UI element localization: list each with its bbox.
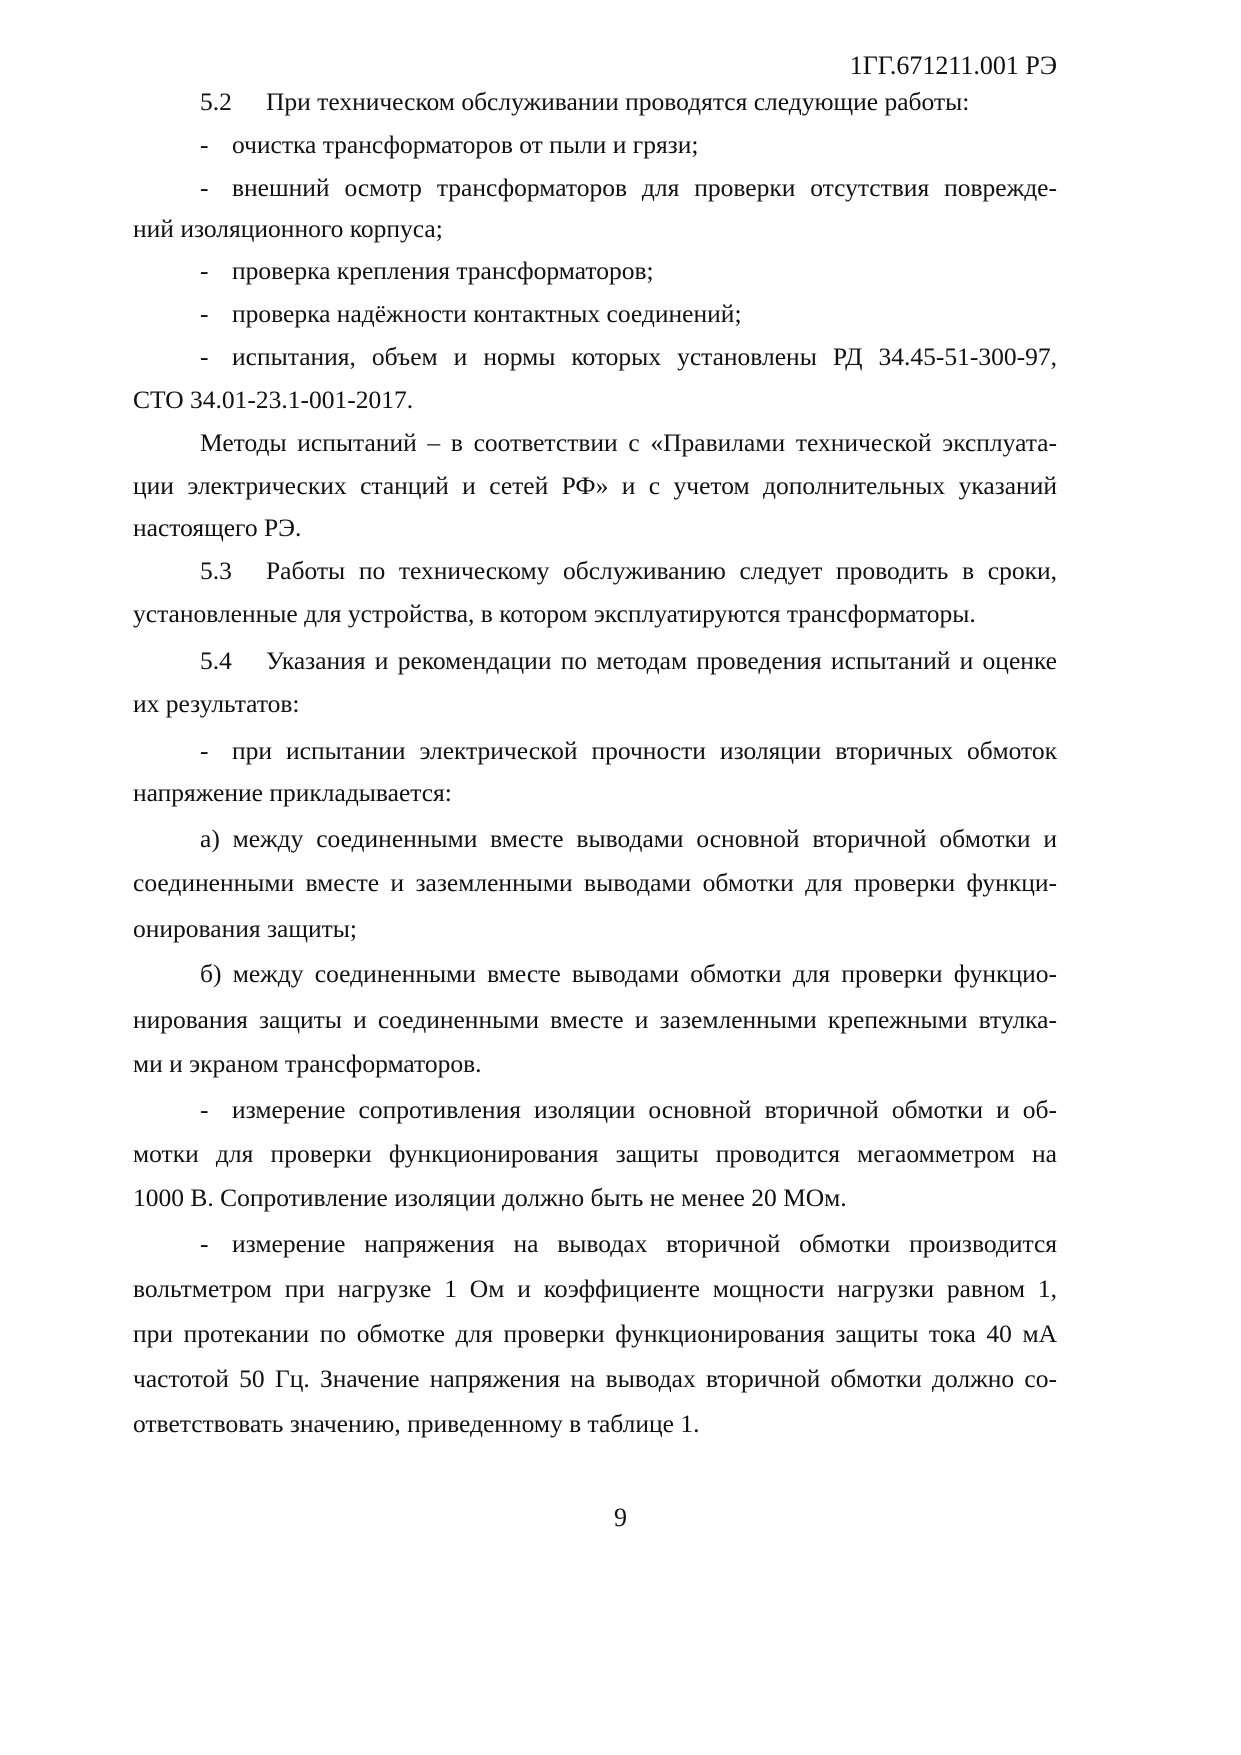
section-title: При техническом обслуживании проводятся следующие работы:: [266, 87, 970, 116]
list-item: [200, 341, 1057, 373]
list-item-text: проверка надёжности контактных соединений;: [232, 299, 742, 328]
list-item-continuation: напряжение прикладывается:: [133, 778, 452, 807]
list-item-continuation: вольтметром при нагрузке 1 Ом и коэффициенте мощности нагрузки равном 1,: [133, 1274, 1057, 1303]
list-item: [200, 298, 1057, 330]
list-item: [200, 1094, 1057, 1126]
list-item-text: измерение сопротивления изоляции основной вторичной обмотки и об-: [232, 1095, 1057, 1124]
list-item: [200, 255, 1057, 287]
list-item: [200, 735, 1057, 767]
point-b-line: б) между соединенными вместе выводами обмотки для проверки функцио-: [200, 959, 1057, 988]
list-dash: -: [200, 342, 209, 371]
page-number: 9: [614, 1503, 627, 1532]
section-number: 5.3: [200, 556, 232, 585]
list-dash: -: [200, 256, 209, 285]
list-item: [200, 172, 1057, 204]
list-item-continuation: ответствовать значению, приведенному в таблице 1.: [133, 1409, 700, 1438]
list-item-continuation: при протекании по обмотке для проверки функционирования защиты тока 40 мА: [133, 1319, 1057, 1348]
list-dash: -: [200, 299, 209, 328]
list-item-text: внешний осмотр трансформаторов для проверки отсутствия поврежде-: [232, 173, 1057, 202]
list-dash: -: [200, 1095, 209, 1124]
list-item-continuation: 1000 В. Сопротивление изоляции должно быть не менее 20 МОм.: [133, 1183, 847, 1212]
paragraph-line: Работы по техническому обслуживанию следует проводить в сроки,: [266, 556, 1057, 585]
list-item-continuation: частотой 50 Гц. Значение напряжения на выводах вторичной обмотки должно со-: [133, 1364, 1057, 1393]
list-item-text: измерение напряжения на выводах вторичной обмотки производится: [232, 1229, 1057, 1258]
list-item-text: при испытании электрической прочности изоляции вторичных обмоток: [232, 736, 1057, 765]
list-item: [200, 129, 1057, 161]
section-number: 5.4: [200, 646, 232, 675]
list-item: [200, 1228, 1057, 1260]
list-dash: -: [200, 130, 209, 159]
section-number: 5.2: [200, 87, 232, 116]
paragraph-line: Методы испытаний – в соответствии с «Правилами технической эксплуата-: [200, 428, 1057, 457]
list-dash: -: [200, 736, 209, 765]
paragraph-line: их результатов:: [133, 689, 300, 718]
paragraph-line: установленные для устройства, в котором эксплуатируются трансформаторы.: [133, 599, 976, 628]
point-b-line: нирования защиты и соединенными вместе и заземленными крепежными втулка-: [133, 1005, 1057, 1034]
list-dash: -: [200, 173, 209, 202]
list-item-continuation: мотки для проверки функционирования защиты проводится мегаомметром на: [133, 1139, 1057, 1168]
list-item-text: испытания, объем и нормы которых установлены РД 34.45-51-300-97,: [232, 342, 1057, 371]
document-code: 1ГГ.671211.001 РЭ: [849, 51, 1057, 80]
point-a-line: а) между соединенными вместе выводами основной вторичной обмотки и: [200, 824, 1057, 853]
paragraph-line: ции электрических станций и сетей РФ» и с учетом дополнительных указаний: [133, 471, 1057, 500]
point-a-line: онирования защиты;: [133, 914, 357, 943]
list-item-text: проверка крепления трансформаторов;: [232, 256, 654, 285]
section-5-2-heading: [200, 86, 1057, 118]
list-item-continuation: СТО 34.01-23.1-001-2017.: [133, 385, 414, 414]
point-a-line: соединенными вместе и заземленными выводами обмотки для проверки функци-: [133, 868, 1057, 897]
list-item-text: очистка трансформаторов от пыли и грязи;: [232, 130, 699, 159]
list-item-continuation: ний изоляционного корпуса;: [133, 214, 443, 243]
paragraph-line: настоящего РЭ.: [133, 513, 302, 542]
section-5-3-heading: [200, 555, 1057, 587]
list-dash: -: [200, 1229, 209, 1258]
section-5-4-heading: [200, 645, 1057, 677]
point-b-line: ми и экраном трансформаторов.: [133, 1049, 482, 1078]
paragraph-line: Указания и рекомендации по методам проведения испытаний и оценке: [266, 646, 1057, 675]
